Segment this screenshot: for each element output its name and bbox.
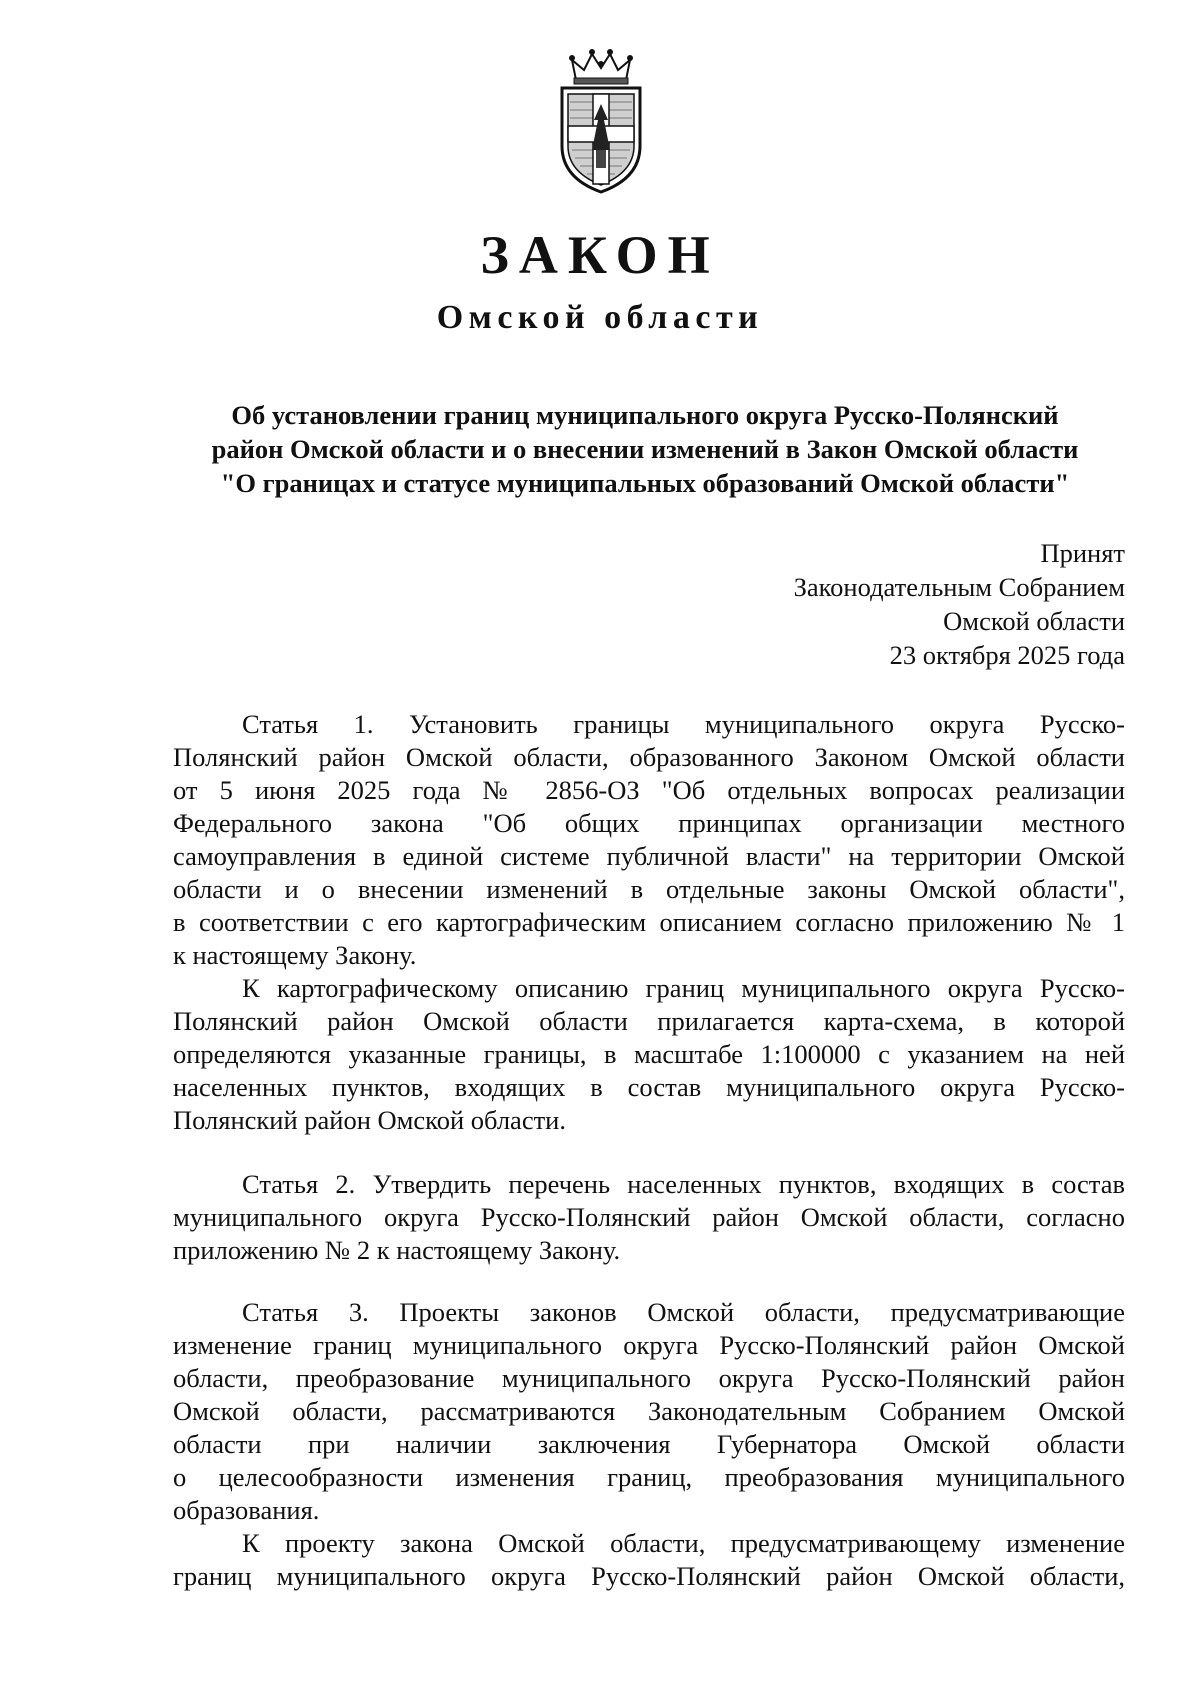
text-line: определяются указанные границы, в масштабе 1:100000 с указанием на ней <box>173 1039 1125 1069</box>
text-line: Статья 1. Установить границы муниципального округа Русско- <box>242 709 1125 739</box>
text-line: населенных пунктов, входящих в состав муниципального округа Русско- <box>173 1072 1125 1102</box>
heading-line: Об установлении границ муниципального округа Русско-Полянский <box>231 400 1059 430</box>
text-line: Федерального закона "Об общих принципах организации местного <box>173 808 1125 838</box>
text-line: самоуправления в единой системе публичной власти" на территории Омской <box>173 841 1125 871</box>
text-line: Полянский район Омской области. <box>173 1105 566 1135</box>
text-line: образования. <box>173 1495 320 1525</box>
heading-line: район Омской области и о внесении изменений в Закон Омской области <box>211 434 1079 464</box>
article-1 <box>173 708 1125 1137</box>
document-title: ЗАКОН <box>480 225 720 285</box>
adoption-line: Омской области <box>943 606 1125 636</box>
text-line: о целесообразности изменения границ, преобразования муниципального <box>173 1462 1125 1492</box>
text-line: области при наличии заключения Губернатора Омской области <box>173 1429 1125 1459</box>
document-subtitle: Омской области <box>436 299 764 336</box>
text-line: Полянский район Омской области, образованного Законом Омской области <box>173 742 1125 772</box>
text-line: области и о внесении изменений в отдельные законы Омской области", <box>173 874 1125 904</box>
text-line: изменение границ муниципального округа Русско-Полянский район Омской <box>173 1330 1125 1360</box>
text-line: от 5 июня 2025 года № 2856-ОЗ "Об отдельных вопросах реализации <box>173 775 1125 805</box>
law-heading <box>160 398 1130 500</box>
text-line: Статья 2. Утвердить перечень населенных пунктов, входящих в состав <box>242 1169 1125 1199</box>
text-line: приложению № 2 к настоящему Закону. <box>173 1235 621 1265</box>
text-line: границ муниципального округа Русско-Полянский район Омской области, <box>173 1561 1125 1591</box>
text-line: муниципального округа Русско-Полянский район Омской области, согласно <box>173 1202 1125 1232</box>
adoption-date: 23 октября 2025 года <box>889 640 1125 670</box>
article-2 <box>173 1168 1125 1267</box>
text-line: области, преобразование муниципального округа Русско-Полянский район <box>173 1363 1125 1393</box>
adoption-line: Принят <box>1040 538 1125 568</box>
text-line: К проекту закона Омской области, предусматривающему изменение <box>242 1528 1125 1558</box>
text-line: в соответствии с его картографическим описанием согласно приложению № 1 <box>173 907 1125 937</box>
coat-of-arms-emblem <box>554 46 648 196</box>
article-3 <box>173 1296 1125 1593</box>
text-line: Омской области, рассматриваются Законодательным Собранием Омской <box>173 1396 1125 1426</box>
adoption-block <box>600 536 1125 672</box>
text-line: Полянский район Омской области прилагается карта-схема, в которой <box>173 1006 1125 1036</box>
text-line: К картографическому описанию границ муниципального округа Русско- <box>242 973 1125 1003</box>
adoption-line: Законодательным Собранием <box>793 572 1125 602</box>
text-line: к настоящему Закону. <box>173 940 417 970</box>
heading-line: "О границах и статусе муниципальных образований Омской области" <box>220 468 1070 498</box>
text-line: Статья 3. Проекты законов Омской области, предусматривающие <box>242 1297 1125 1327</box>
